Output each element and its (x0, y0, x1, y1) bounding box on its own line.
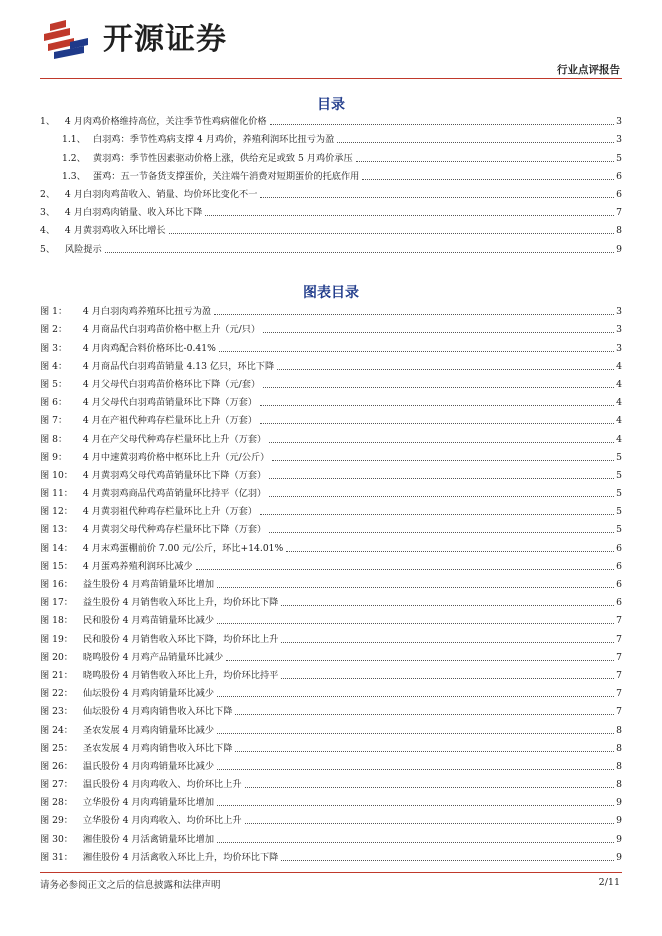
dot-leader (281, 859, 614, 861)
figure-entry-text: 仙坛股份 4 月鸡肉销售收入环比下降 (82, 706, 233, 718)
toc-entry-page: 9 (616, 243, 622, 255)
dot-leader (169, 232, 615, 234)
figure-entry-text: 圣农发展 4 月鸡肉销售收入环比下降 (82, 742, 233, 754)
toc-entry-page: 7 (616, 207, 622, 219)
toc-entry-number: 3、 (40, 207, 56, 219)
toc-entry-text: 白羽鸡：季节性鸡病支撑 4 月鸡价，养殖利润环比扭亏为盈 (92, 134, 335, 146)
figure-entry-text: 4 月黄羽父母代种鸡存栏量环比下降（万套） (82, 524, 267, 536)
figure-entry-number: 图 14： (40, 542, 73, 554)
dot-leader (272, 459, 614, 461)
brand-name: 开源证券 (103, 22, 227, 57)
figure-entry-number: 图 2： (40, 324, 68, 336)
figure-toc-title: 图表目录 (303, 285, 359, 301)
figure-entry-text: 民和股份 4 月鸡苗销量环比减少 (82, 615, 215, 627)
figure-entry-page: 6 (616, 542, 622, 554)
toc-entry-page: 3 (616, 116, 622, 128)
figure-entry[interactable] (40, 355, 622, 373)
figure-entry-page: 4 (616, 415, 622, 427)
dot-leader (281, 641, 614, 643)
toc-entry-text: 黄羽鸡：季节性因素驱动价格上涨，供给充足或致 5 月鸡价承压 (92, 152, 353, 164)
dot-leader (217, 841, 614, 843)
toc-entry-page: 3 (616, 134, 622, 146)
figure-entry-number: 图 6： (40, 397, 68, 409)
figure-entry[interactable] (40, 573, 622, 591)
dot-leader (217, 768, 614, 770)
figure-entry-page: 8 (616, 779, 622, 791)
figure-entry-number: 图 4： (40, 360, 68, 372)
figure-entry-number: 图 24： (40, 724, 73, 736)
figure-entry-text: 湘佳股份 4 月活禽销量环比增加 (82, 833, 215, 845)
figure-entry-page: 7 (616, 688, 622, 700)
figure-entry-text: 4 月黄羽鸡父母代鸡苗销量环比下降（万套） (82, 469, 267, 481)
figure-entry[interactable] (40, 809, 622, 827)
dot-leader (217, 804, 614, 806)
figure-entry-page: 7 (616, 706, 622, 718)
figure-entry-text: 4 月父母代白羽鸡苗销量环比下降（万套） (82, 397, 258, 409)
report-type-label: 行业点评报告 (557, 64, 620, 76)
dot-leader (245, 786, 615, 788)
figure-entry[interactable] (40, 464, 622, 482)
figure-entry-page: 4 (616, 378, 622, 390)
figure-entry-text: 4 月中速黄羽鸡价格中枢环比上升（元/公斤） (82, 451, 270, 463)
dot-leader (362, 178, 614, 180)
toc-title: 目录 (317, 97, 345, 113)
dot-leader (260, 196, 614, 198)
figure-entry-number: 图 3： (40, 342, 68, 354)
toc-entry-number: 4、 (40, 225, 56, 237)
dot-leader (269, 531, 614, 533)
figure-entry-page: 4 (616, 360, 622, 372)
dot-leader (356, 160, 614, 162)
figure-entry-number: 图 8： (40, 433, 68, 445)
figure-toc-list (40, 300, 622, 864)
figure-entry-page: 8 (616, 742, 622, 754)
figure-entry-text: 湘佳股份 4 月活禽收入环比上升，均价环比下降 (82, 851, 279, 863)
toc-entry[interactable] (40, 165, 622, 183)
figure-entry-number: 图 22： (40, 688, 73, 700)
figure-entry[interactable] (40, 373, 622, 391)
figure-entry[interactable] (40, 627, 622, 645)
figure-entry-text: 晓鸣股份 4 月鸡产品销量环比减少 (82, 651, 224, 663)
figure-entry-text: 立华股份 4 月肉鸡销量环比增加 (82, 797, 215, 809)
toc-entry-text: 4 月黄羽鸡收入环比增长 (64, 225, 166, 237)
figure-entry-number: 图 16： (40, 579, 73, 590)
dot-leader (217, 732, 614, 734)
toc-entry-text: 4 月白羽肉鸡苗收入、销量、均价环比变化不一 (64, 188, 258, 200)
toc-entry-number: 2、 (40, 188, 56, 200)
figure-entry[interactable] (40, 336, 622, 354)
dot-leader (281, 604, 614, 606)
dot-leader (105, 251, 614, 253)
figure-entry-text: 4 月商品代白羽鸡苗价格中枢上升（元/只） (82, 324, 261, 336)
figure-entry-text: 4 月黄羽祖代种鸡存栏量环比上升（万套） (82, 506, 258, 518)
page-header (0, 0, 662, 80)
figure-entry[interactable] (40, 536, 622, 554)
toc-entry-text: 4 月白羽鸡肉销量、收入环比下降 (64, 207, 203, 219)
figure-entry-number: 图 27： (40, 779, 73, 791)
footer-disclaimer: 请务必参阅正文之后的信息披露和法律声明 (40, 880, 221, 891)
figure-entry-number: 图 5： (40, 378, 68, 390)
dot-leader (217, 586, 614, 588)
figure-entry-page: 5 (616, 506, 622, 518)
figure-entry-page: 3 (616, 324, 622, 336)
dot-leader (269, 495, 614, 497)
figure-entry[interactable] (40, 846, 622, 864)
figure-entry-page: 8 (616, 724, 622, 736)
figure-entry-number: 图 23： (40, 706, 73, 718)
figure-entry-number: 图 31： (40, 851, 73, 863)
figure-entry-number: 图 12： (40, 506, 73, 518)
figure-entry-page: 4 (616, 433, 622, 445)
dot-leader (277, 368, 614, 370)
figure-entry-number: 图 13： (40, 524, 73, 536)
figure-entry-page: 5 (616, 488, 622, 500)
figure-entry-text: 益生股份 4 月销售收入环比上升，均价环比下降 (82, 597, 279, 609)
figure-entry-number: 图 10： (40, 469, 73, 481)
figure-entry[interactable] (40, 591, 622, 609)
dot-leader (260, 422, 614, 424)
figure-entry-text: 4 月黄羽鸡商品代鸡苗销量环比持平（亿羽） (82, 488, 267, 500)
figure-entry-page: 7 (616, 669, 622, 681)
dot-leader (260, 513, 614, 515)
figure-entry-page: 9 (616, 815, 622, 827)
figure-entry-number: 图 17： (40, 597, 73, 609)
figure-entry-page: 9 (616, 797, 622, 809)
dot-leader (235, 713, 614, 715)
toc-list (40, 110, 622, 256)
figure-entry-number: 图 20： (40, 651, 73, 663)
figure-entry-text: 4 月在产父母代种鸡存栏量环比上升（万套） (82, 433, 267, 445)
figure-entry[interactable] (40, 773, 622, 791)
figure-entry-text: 4 月蛋鸡养殖利润环比减少 (82, 560, 193, 572)
toc-entry-text: 风险提示 (64, 243, 102, 255)
figure-entry-number: 图 7： (40, 415, 68, 427)
figure-entry[interactable] (40, 500, 622, 518)
figure-entry-page: 5 (616, 451, 622, 463)
figure-entry[interactable] (40, 737, 622, 755)
figure-entry-number: 图 9： (40, 451, 68, 463)
toc-entry[interactable] (40, 146, 622, 164)
toc-entry-text: 蛋鸡：五一节备货支撑蛋价，关注端午消费对短期蛋价的托底作用 (92, 170, 360, 182)
dot-leader (214, 313, 614, 315)
dot-leader (219, 350, 614, 352)
dot-leader (337, 141, 614, 143)
figure-entry-number: 图 15： (40, 560, 73, 572)
figure-entry[interactable] (40, 300, 622, 318)
figure-entry-page: 8 (616, 760, 622, 772)
figure-entry[interactable] (40, 700, 622, 718)
figure-entry-page: 4 (616, 397, 622, 409)
figure-entry-text: 4 月白羽肉鸡养殖环比扭亏为盈 (82, 306, 212, 318)
figure-entry-text: 4 月商品代白羽鸡苗销量 4.13 亿只，环比下降 (82, 360, 275, 372)
figure-entry[interactable] (40, 518, 622, 536)
dot-leader (226, 659, 614, 661)
dot-leader (281, 677, 614, 679)
figure-entry-page: 7 (616, 651, 622, 663)
figure-entry-page: 5 (616, 524, 622, 536)
toc-entry[interactable] (40, 183, 622, 201)
figure-entry-text: 仙坛股份 4 月鸡肉销量环比减少 (82, 688, 215, 700)
toc-entry-number: 1.3、 (62, 170, 86, 182)
figure-entry-page: 3 (616, 306, 622, 318)
dot-leader (196, 568, 614, 570)
figure-entry[interactable] (40, 755, 622, 773)
dot-leader (205, 214, 614, 216)
figure-entry-page: 3 (616, 342, 622, 354)
figure-entry[interactable] (40, 318, 622, 336)
figure-entry-text: 4 月父母代白羽鸡苗价格环比下降（元/套） (82, 378, 261, 390)
kaiyuan-logo-icon (40, 18, 92, 62)
toc-entry[interactable] (40, 201, 622, 219)
toc-entry-page: 5 (616, 152, 622, 164)
toc-entry-number: 1.2、 (62, 152, 86, 164)
dot-leader (270, 123, 615, 125)
figure-entry[interactable] (40, 555, 622, 573)
figure-entry-page: 6 (616, 597, 622, 609)
figure-entry-text: 晓鸣股份 4 月销售收入环比上升，均价环比持平 (82, 669, 279, 681)
figure-entry[interactable] (40, 409, 622, 427)
figure-entry-text: 益生股份 4 月鸡苗销量环比增加 (82, 579, 215, 590)
dot-leader (245, 822, 615, 824)
toc-entry-number: 1.1、 (62, 134, 86, 146)
figure-entry[interactable] (40, 646, 622, 664)
dot-leader (217, 622, 614, 624)
toc-entry-page: 6 (616, 188, 622, 200)
toc-entry-text: 4 月肉鸡价格维持高位，关注季节性鸡病催化价格 (64, 116, 267, 128)
figure-entry-page: 6 (616, 560, 622, 572)
figure-entry-text: 4 月肉鸡配合料价格环比-0.41% (82, 342, 216, 354)
figure-entry-number: 图 11： (40, 488, 73, 500)
header-divider (40, 78, 622, 79)
figure-entry-text: 4 月末鸡蛋棚前价 7.00 元/公斤，环比+14.01% (82, 542, 284, 554)
dot-leader (263, 331, 614, 333)
figure-entry-number: 图 19： (40, 633, 73, 645)
toc-entry[interactable] (40, 237, 622, 255)
toc-entry[interactable] (40, 219, 622, 237)
figure-entry-text: 温氏股份 4 月肉鸡销量环比减少 (82, 760, 215, 772)
figure-entry-page: 6 (616, 579, 622, 590)
figure-entry[interactable] (40, 664, 622, 682)
dot-leader (263, 386, 614, 388)
dot-leader (235, 750, 614, 752)
figure-entry-number: 图 28： (40, 797, 73, 809)
figure-entry-page: 9 (616, 833, 622, 845)
figure-entry[interactable] (40, 609, 622, 627)
dot-leader (269, 477, 614, 479)
page-number: 2/11 (598, 877, 620, 888)
figure-entry-page: 7 (616, 615, 622, 627)
toc-entry-number: 5、 (40, 243, 56, 255)
figure-entry[interactable] (40, 682, 622, 700)
dot-leader (269, 441, 614, 443)
figure-entry-text: 4 月在产祖代种鸡存栏量环比上升（万套） (82, 415, 258, 427)
figure-entry-number: 图 21： (40, 669, 73, 681)
figure-entry[interactable] (40, 482, 622, 500)
figure-entry-number: 图 30： (40, 833, 73, 845)
footer-divider (40, 872, 622, 873)
figure-entry-number: 图 26： (40, 760, 73, 772)
figure-entry-text: 圣农发展 4 月鸡肉销量环比减少 (82, 724, 215, 736)
figure-entry[interactable] (40, 391, 622, 409)
figure-entry-text: 民和股份 4 月销售收入环比下降，均价环比上升 (82, 633, 279, 645)
figure-entry[interactable] (40, 718, 622, 736)
figure-entry-page: 9 (616, 851, 622, 863)
dot-leader (260, 404, 614, 406)
figure-entry[interactable] (40, 791, 622, 809)
figure-entry-page: 5 (616, 469, 622, 481)
toc-entry-page: 8 (616, 225, 622, 237)
toc-entry[interactable] (40, 128, 622, 146)
figure-entry[interactable] (40, 827, 622, 845)
dot-leader (286, 550, 614, 552)
figure-entry-text: 立华股份 4 月肉鸡收入、均价环比上升 (82, 815, 242, 827)
toc-entry[interactable] (40, 110, 622, 128)
figure-entry-number: 图 25： (40, 742, 73, 754)
figure-entry[interactable] (40, 427, 622, 445)
toc-entry-number: 1、 (40, 116, 56, 128)
toc-entry-page: 6 (616, 170, 622, 182)
figure-entry-number: 图 1： (40, 306, 68, 318)
figure-entry-number: 图 29： (40, 815, 73, 827)
figure-entry-text: 温氏股份 4 月肉鸡收入、均价环比上升 (82, 779, 242, 791)
figure-entry-page: 7 (616, 633, 622, 645)
figure-entry-number: 图 18： (40, 615, 73, 627)
dot-leader (217, 695, 614, 697)
figure-entry[interactable] (40, 446, 622, 464)
